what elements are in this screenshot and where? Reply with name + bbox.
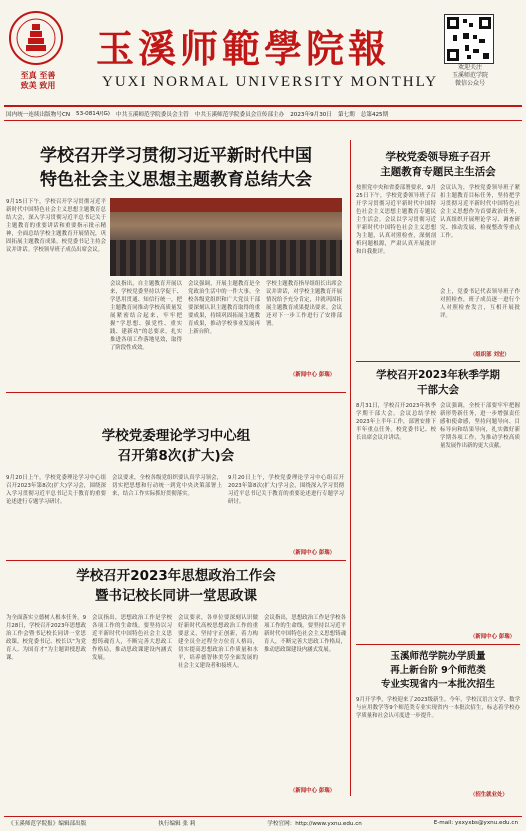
article-6-body: 9月开学季，学校迎来了2023级新生。今年，学校汉语言文学、数学与应用数学等9个师范类专业实现省内一本批次招生，标志着学校办学质量和社会认可度进一步提升。	[356, 697, 520, 719]
article-1-author: （新闻中心 彭瑞）	[290, 372, 336, 378]
school-motto	[8, 70, 68, 90]
article-2-column-3: 会上，党委书记代表领导班子作对照检查，班子成员逐一进行个人对照检查发言，互相开展批评。	[440, 289, 520, 319]
article-6-author: （招生就业处）	[470, 792, 508, 798]
footer-email-link[interactable]: E-mail: yxxyxbs@yxnu.edu.cn	[433, 820, 518, 826]
qr-caption-line: 微信公众号	[454, 80, 485, 87]
article-4-column-2: 会议要求，全校各级党组织要认真学习领会，切实把思想和行动统一到党中央决策部署上来，结合工作实际抓好贯彻落实。	[112, 475, 222, 497]
section-divider	[6, 560, 346, 561]
article-4-column-3: 9月20日上午，学校党委理论学习中心组召开2023年第8次(扩大)学习会，围绕深入学习贯彻习近平总书记关于教育的重要论述进行专题学习研讨。	[228, 475, 344, 505]
article-2-column-2: 会议认为，学校党委领导班子紧扣主题教育目标任务，坚持把学习贯彻习近平新时代中国特色社会主义思想作为首要政治任务，认真组织开展理论学习、调查研究、推动发展、检视整改等重点工作。	[440, 185, 520, 239]
article-2-author: （组织部 刘宏）	[470, 352, 510, 358]
article-5-column-2: 会议指出，思想政治工作是学校各项工作的生命线。要坚持以习近平新时代中国特色社会主义思想铸魂育人，不断完善大思政工作格局，推动思政课建设内涵式发展。	[92, 615, 172, 661]
article-3-author: （新闻中心 彭瑞）	[470, 634, 516, 640]
section-divider	[356, 644, 520, 645]
newspaper-title-english: YUXI NORMAL UNIVERSITY MONTHLY	[102, 74, 439, 90]
issue-number: 第七期	[337, 111, 355, 118]
sponsor: 中共玉溪师范学院委员会主管	[116, 111, 189, 118]
article-5-column-1: 为全面落实立德树人根本任务，9月28日，学校召开2023年思想政治工作会暨书记校长同讲一堂思政课。校党委书记、校长以“为党育人、为国育才”为主题讲授思政课。	[6, 615, 86, 661]
article-5-author: （新闻中心 彭瑞）	[290, 788, 336, 794]
article-2-column-1: 按照党中央和省委部署要求，9月25日下午，学校党委领导班子召开学习贯彻习近平新时代中国特色社会主义思想主题教育专题民主生活会。会议以学习贯彻习近平新时代中国特色社会主义思想为主题，认真对照检查，深刻剖析问题根源，严肃认真开展批评和自我批评。	[356, 185, 436, 255]
article-1-headline[interactable]	[6, 144, 346, 192]
footer-editor: 执行编辑 张 莉	[158, 821, 196, 827]
total-issue: 总第425期	[360, 111, 389, 118]
publish-date: 2023年9月30日	[290, 111, 332, 118]
article-6-headline[interactable]	[356, 650, 520, 692]
page-footer	[4, 816, 522, 829]
university-logo-icon	[8, 10, 64, 66]
headline-line: 再上新台阶 9个师范类	[390, 665, 486, 676]
headline-line: 特色社会主义思想主题教育总结大会	[40, 170, 312, 190]
qr-caption-line: 玉溪师范学院	[451, 72, 488, 79]
article-5-headline[interactable]	[6, 566, 346, 606]
article-5-column-4: 会议指出，思想政治工作是学校各项工作的生命线。要坚持以习近平新时代中国特色社会主义思想铸魂育人，不断完善大思政工作格局，推动思政课建设内涵式发展。	[264, 615, 346, 653]
motto-line-2: 致美 致用	[20, 80, 56, 90]
headline-line: 学校党委理论学习中心组	[101, 428, 251, 444]
issn-code: 53-0814/(G)	[76, 110, 110, 117]
publication-info-bar	[4, 105, 522, 121]
article-1-column-1: 9月15日下午，学校召开学习贯彻习近平新时代中国特色社会主义思想主题教育总结大会，深入学习贯彻习近平总书记关于主题教育的重要讲话和重要指示批示精神，全面总结学校主题教育开展情况，巩固拓展主题教育成果。校党委书记主持会议并讲话。学校领导班子成员出席会议。	[6, 199, 106, 253]
article-1-column-2: 会议指出，自主题教育开展以来，学校党委坚持以学促干、学思用贯通、知信行统一，把主题教育同推动学校高质量发展紧密结合起来，牢牢把握“学思想、强党性、重实践、建新功”的总要求，扎实推进各项工作落地见效，取得了阶段性成效。	[110, 281, 182, 351]
qr-caption	[442, 64, 498, 88]
headline-line: 学校召开2023年思想政治工作会	[76, 568, 276, 584]
headline-line: 主题教育专题民主生活会	[380, 166, 496, 178]
headline-line: 玉溪师范学院办学质量	[390, 651, 486, 662]
motto-line-1: 至真 至善	[20, 70, 56, 80]
photo-banner	[110, 198, 342, 212]
newspaper-title: 玉溪师範學院報	[96, 26, 391, 71]
article-1-column-4: 学校主题教育指导组组长出席会议并讲话，对学校主题教育开展情况给予充分肯定，并就巩固拓展主题教育成果提出要求。会议还对下一步工作进行了安排部署。	[266, 281, 342, 327]
headline-line: 干部大会	[417, 384, 459, 396]
article-2-headline[interactable]	[356, 150, 520, 180]
article-3-column-2: 会议强调，全校干部要牢牢把握新形势新任务，进一步增强责任感和使命感，坚持问题导向、目标导向和结果导向，扎实做好新学期各项工作，为推动学校高质量发展作出新的更大贡献。	[440, 403, 520, 449]
headline-line: 暨书记校长同讲一堂思政课	[95, 588, 257, 604]
article-4-headline[interactable]	[6, 426, 346, 466]
headline-line: 专业实现省内一本批次招生	[380, 679, 495, 690]
column-divider	[350, 140, 351, 796]
photo-audience	[110, 240, 342, 276]
publisher: 中共玉溪师范学院委员会宣传部主办	[194, 111, 285, 118]
article-4-author: （新闻中心 彭瑞）	[290, 550, 336, 556]
headline-line: 学校召开2023年秋季学期	[376, 369, 500, 381]
headline-line: 学校召开学习贯彻习近平新时代中国	[40, 146, 312, 166]
qr-code-icon[interactable]	[444, 14, 494, 64]
issn-label: 国内统一连续出版物号CN	[6, 111, 71, 118]
article-3-headline[interactable]	[356, 368, 520, 398]
section-divider	[6, 392, 346, 393]
article-1-column-3: 会议强调，开展主题教育是全党政治生活中的一件大事。全校各级党组织和广大党员干部要深刻认识主题教育取得的重要成果，持续巩固拓展主题教育成果，推动学校事业发展再上新台阶。	[188, 281, 260, 335]
article-5-column-3: 会议要求，各单位要深刻认识做好新时代高校思想政治工作的重要意义，坚持守正创新，着力构建全员全过程全方位育人格局，切实提高思想政治工作质量和水平，培养德智体美劳全面发展的社会主义建设者和接班人。	[178, 615, 258, 669]
headline-line: 召开第8次(扩大)会	[117, 448, 235, 464]
footer-publisher: 《玉溪师范学院报》编辑部出版	[8, 821, 87, 827]
footer-website-link[interactable]: 学校官网：http://www.yxnu.edu.cn	[267, 821, 362, 827]
section-divider	[356, 361, 520, 362]
article-1-photo	[110, 198, 342, 276]
article-3-column-1: 8月31日，学校召开2023年秋季学期干部大会。会议总结学校2023年上半年工作，部署安排下半年重点任务。校党委书记、校长出席会议并讲话。	[356, 403, 436, 441]
headline-line: 学校党委领导班子召开	[385, 151, 491, 163]
masthead	[0, 0, 526, 104]
qr-caption-line: 欢迎关注	[457, 64, 482, 71]
article-4-column-1: 9月20日上午，学校党委理论学习中心组召开2023年第8次(扩大)学习会，围绕深入学习贯彻习近平总书记关于教育的重要论述进行专题学习研讨。	[6, 475, 106, 505]
